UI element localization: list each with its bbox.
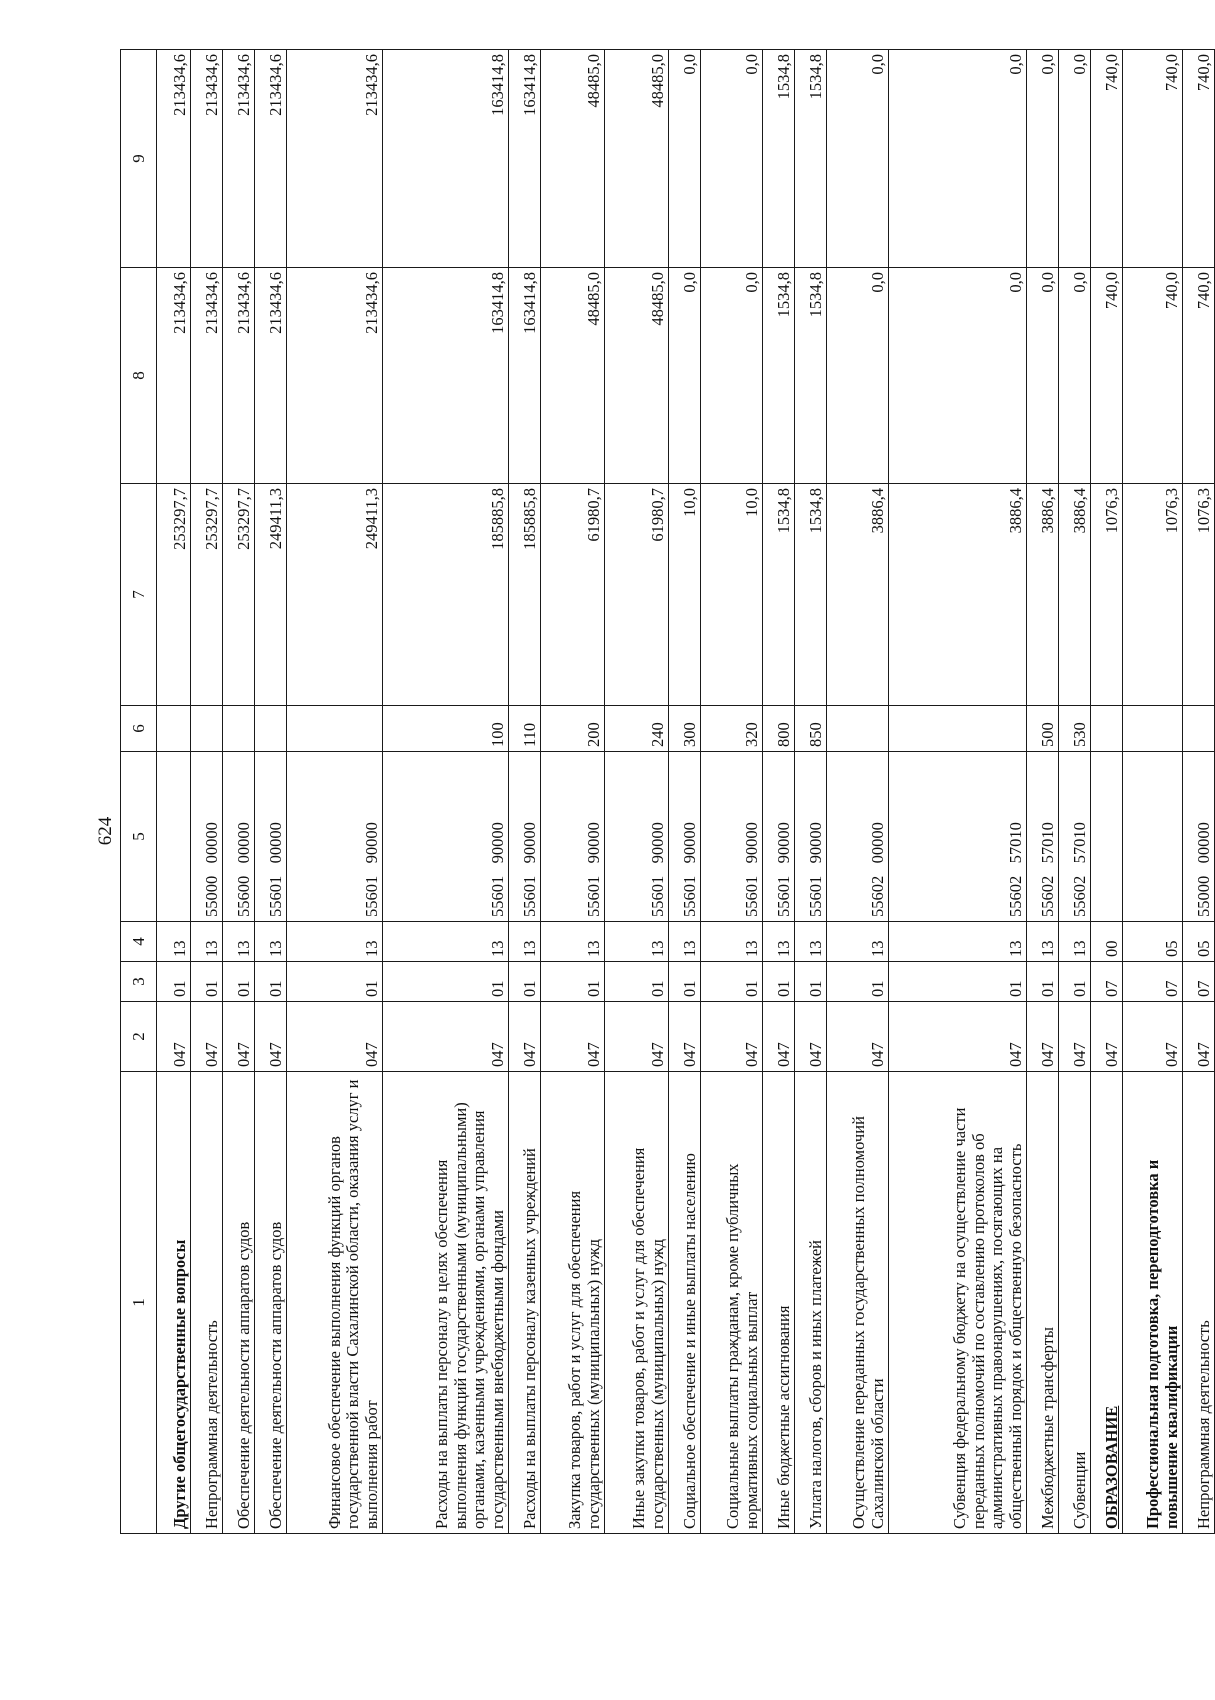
cell-name: Обеспечение деятельности аппаратов судов: [255, 1072, 287, 1534]
cell-c7: 1076,3: [1091, 484, 1123, 706]
cell-c8: 213434,6: [287, 268, 383, 484]
cell-c3: 01: [509, 962, 541, 1002]
cell-c6: 800: [763, 706, 795, 752]
table-row: [191, 50, 223, 1534]
table-header-row: [121, 50, 157, 1534]
cell-c2: 047: [1123, 1002, 1183, 1072]
cell-name: Субвенция федеральному бюджету на осуществление части переданных полномочий по составлению протоколов об административных правонарушениях, посягающих на общественный порядок и общественную безопасность: [889, 1072, 1027, 1534]
cell-c4: 13: [763, 922, 795, 962]
cell-name: Межбюджетные трансферты: [1027, 1072, 1059, 1534]
table-row: [701, 50, 763, 1534]
cell-c5: 55602 00000: [827, 752, 889, 922]
cell-c7: 249411,3: [255, 484, 287, 706]
cell-c7: 185885,8: [383, 484, 509, 706]
cell-c8: 163414,8: [509, 268, 541, 484]
cell-name: Другие общегосударственные вопросы: [157, 1072, 191, 1534]
cell-name: Иные бюджетные ассигнования: [763, 1072, 795, 1534]
cell-c3: 07: [1183, 962, 1215, 1002]
cell-c7: 185885,8: [509, 484, 541, 706]
cell-c4: 13: [541, 922, 605, 962]
cell-c4: 05: [1123, 922, 1183, 962]
cell-c4: 13: [669, 922, 701, 962]
cell-c3: 01: [1027, 962, 1059, 1002]
cell-c5: 55601 90000: [509, 752, 541, 922]
cell-c2: 047: [1059, 1002, 1091, 1072]
cell-c5: 55602 57010: [889, 752, 1027, 922]
header-col-1: 1: [121, 1072, 157, 1534]
cell-c9: 163414,8: [509, 50, 541, 268]
cell-c5: 55600 00000: [223, 752, 255, 922]
cell-c9: 0,0: [669, 50, 701, 268]
cell-c6: [287, 706, 383, 752]
cell-c7: 61980,7: [541, 484, 605, 706]
cell-c8: 163414,8: [383, 268, 509, 484]
cell-c6: 300: [669, 706, 701, 752]
cell-c9: 740,0: [1123, 50, 1183, 268]
cell-c4: 13: [795, 922, 827, 962]
table-row: [541, 50, 605, 1534]
cell-c6: 110: [509, 706, 541, 752]
cell-c9: 1534,8: [763, 50, 795, 268]
cell-c8: 213434,6: [223, 268, 255, 484]
cell-c4: 13: [1027, 922, 1059, 962]
cell-c5: 55000 00000: [191, 752, 223, 922]
cell-c5: 55000 00000: [1183, 752, 1215, 922]
table-row: [889, 50, 1027, 1534]
cell-c5: [1123, 752, 1183, 922]
cell-c3: 01: [255, 962, 287, 1002]
cell-c6: 240: [605, 706, 669, 752]
cell-name: Финансовое обеспечение выполнения функций органов государственной власти Сахалинской области, оказания услуг и выполнения работ: [287, 1072, 383, 1534]
cell-c7: 1534,8: [763, 484, 795, 706]
cell-c6: [191, 706, 223, 752]
table-row: [509, 50, 541, 1534]
cell-c7: 253297,7: [191, 484, 223, 706]
cell-c8: 1534,8: [795, 268, 827, 484]
cell-c2: 047: [157, 1002, 191, 1072]
cell-name: Обеспечение деятельности аппаратов судов: [223, 1072, 255, 1534]
cell-c7: 3886,4: [889, 484, 1027, 706]
cell-c8: 740,0: [1183, 268, 1215, 484]
cell-c6: 850: [795, 706, 827, 752]
cell-name: Непрограммная деятельность: [191, 1072, 223, 1534]
header-col-8: 8: [121, 268, 157, 484]
header-col-4: 4: [121, 922, 157, 962]
cell-c7: 253297,7: [157, 484, 191, 706]
table-row: [605, 50, 669, 1534]
cell-name: Социальные выплаты гражданам, кроме публичных нормативных социальных выплат: [701, 1072, 763, 1534]
cell-c9: 740,0: [1091, 50, 1123, 268]
cell-c2: 047: [1027, 1002, 1059, 1072]
cell-c9: 0,0: [701, 50, 763, 268]
cell-name: Уплата налогов, сборов и иных платежей: [795, 1072, 827, 1534]
cell-c6: 100: [383, 706, 509, 752]
cell-c4: 05: [1183, 922, 1215, 962]
cell-name: Расходы на выплаты персоналу в целях обеспечения выполнения функций государственными (муниципальными) органами, казенными учреждениями, органами управления государственными внебюджетными фондами: [383, 1072, 509, 1534]
table-row: [157, 50, 191, 1534]
cell-c6: [223, 706, 255, 752]
cell-c2: 047: [1183, 1002, 1215, 1072]
cell-c6: 530: [1059, 706, 1091, 752]
table-row: [255, 50, 287, 1534]
cell-c9: 213434,6: [223, 50, 255, 268]
cell-c9: 1534,8: [795, 50, 827, 268]
cell-c9: 0,0: [827, 50, 889, 268]
table-row: [287, 50, 383, 1534]
cell-c6: [889, 706, 1027, 752]
cell-c4: 13: [287, 922, 383, 962]
cell-c7: 61980,7: [605, 484, 669, 706]
cell-c5: 55601 90000: [287, 752, 383, 922]
cell-c3: 01: [541, 962, 605, 1002]
cell-c3: 01: [223, 962, 255, 1002]
cell-c3: 07: [1091, 962, 1123, 1002]
cell-c2: 047: [605, 1002, 669, 1072]
cell-c5: 55601 90000: [383, 752, 509, 922]
cell-c6: [157, 706, 191, 752]
table-row: [827, 50, 889, 1534]
cell-c2: 047: [763, 1002, 795, 1072]
table-row: [1123, 50, 1183, 1534]
cell-c2: 047: [191, 1002, 223, 1072]
cell-c7: 3886,4: [827, 484, 889, 706]
cell-c3: 07: [1123, 962, 1183, 1002]
header-col-5: 5: [121, 752, 157, 922]
cell-c9: 48485,0: [541, 50, 605, 268]
cell-c8: 48485,0: [605, 268, 669, 484]
cell-c6: [255, 706, 287, 752]
cell-c2: 047: [223, 1002, 255, 1072]
cell-c5: 55602 57010: [1059, 752, 1091, 922]
cell-c5: 55601 90000: [795, 752, 827, 922]
header-col-2: 2: [121, 1002, 157, 1072]
cell-c6: [1123, 706, 1183, 752]
table-row: [1059, 50, 1091, 1534]
cell-c8: 0,0: [827, 268, 889, 484]
cell-c7: 3886,4: [1027, 484, 1059, 706]
cell-c8: 740,0: [1091, 268, 1123, 484]
cell-c7: 249411,3: [287, 484, 383, 706]
cell-c8: 213434,6: [255, 268, 287, 484]
cell-c9: 213434,6: [255, 50, 287, 268]
cell-c8: 0,0: [669, 268, 701, 484]
table-row: [1091, 50, 1123, 1534]
cell-c7: 10,0: [669, 484, 701, 706]
cell-c3: 01: [287, 962, 383, 1002]
cell-name: ОБРАЗОВАНИЕ: [1091, 1072, 1123, 1534]
cell-c6: [827, 706, 889, 752]
cell-c2: 047: [1091, 1002, 1123, 1072]
cell-c7: 1076,3: [1123, 484, 1183, 706]
cell-c2: 047: [255, 1002, 287, 1072]
table-row: [669, 50, 701, 1534]
table-row: [1027, 50, 1059, 1534]
cell-c3: 01: [763, 962, 795, 1002]
cell-c9: 0,0: [1059, 50, 1091, 268]
header-col-6: 6: [121, 706, 157, 752]
cell-name: Иные закупки товаров, работ и услуг для обеспечения государственных (муниципальных) нужд: [605, 1072, 669, 1534]
cell-c2: 047: [541, 1002, 605, 1072]
cell-c9: 213434,6: [287, 50, 383, 268]
cell-c2: 047: [669, 1002, 701, 1072]
cell-c8: 1534,8: [763, 268, 795, 484]
cell-c3: 01: [669, 962, 701, 1002]
cell-name: Субвенции: [1059, 1072, 1091, 1534]
table-body: [157, 50, 1215, 1534]
cell-c4: 13: [509, 922, 541, 962]
table-row: [1183, 50, 1215, 1534]
cell-c2: 047: [701, 1002, 763, 1072]
cell-c3: 01: [889, 962, 1027, 1002]
cell-c3: 01: [383, 962, 509, 1002]
cell-c9: 0,0: [1027, 50, 1059, 268]
cell-c6: [1183, 706, 1215, 752]
cell-c9: 213434,6: [191, 50, 223, 268]
cell-c8: 48485,0: [541, 268, 605, 484]
cell-c2: 047: [509, 1002, 541, 1072]
cell-name: Социальное обеспечение и иные выплаты населению: [669, 1072, 701, 1534]
table-row: [223, 50, 255, 1534]
cell-c4: 13: [889, 922, 1027, 962]
cell-c4: 13: [157, 922, 191, 962]
cell-c7: 1076,3: [1183, 484, 1215, 706]
cell-c6: 320: [701, 706, 763, 752]
cell-c4: 13: [1059, 922, 1091, 962]
cell-c3: 01: [605, 962, 669, 1002]
cell-c8: 0,0: [1027, 268, 1059, 484]
cell-c5: [1091, 752, 1123, 922]
cell-c4: 00: [1091, 922, 1123, 962]
cell-c6: 500: [1027, 706, 1059, 752]
cell-c8: 213434,6: [157, 268, 191, 484]
budget-table: [120, 49, 1215, 1534]
cell-c6: 200: [541, 706, 605, 752]
cell-name: Профессиональная подготовка, переподготовка и повышение квалификации: [1123, 1072, 1183, 1534]
cell-c7: 253297,7: [223, 484, 255, 706]
cell-c5: 55601 90000: [763, 752, 795, 922]
cell-c5: 55601 90000: [701, 752, 763, 922]
cell-c4: 13: [605, 922, 669, 962]
cell-c2: 047: [889, 1002, 1027, 1072]
cell-c9: 213434,6: [157, 50, 191, 268]
budget-table-rotated: [120, 50, 1213, 1534]
cell-c8: 0,0: [1059, 268, 1091, 484]
cell-name: Осуществление переданных государственных полномочий Сахалинской области: [827, 1072, 889, 1534]
cell-c3: 01: [795, 962, 827, 1002]
cell-c9: 740,0: [1183, 50, 1215, 268]
cell-c2: 047: [383, 1002, 509, 1072]
page-number: 624: [95, 816, 116, 846]
header-col-9: 9: [121, 50, 157, 268]
cell-c8: 740,0: [1123, 268, 1183, 484]
cell-c8: 0,0: [701, 268, 763, 484]
cell-c9: 48485,0: [605, 50, 669, 268]
cell-name: Непрограммная деятельность: [1183, 1072, 1215, 1534]
cell-c7: 1534,8: [795, 484, 827, 706]
cell-c4: 13: [223, 922, 255, 962]
cell-c3: 01: [1059, 962, 1091, 1002]
header-col-3: 3: [121, 962, 157, 1002]
cell-c9: 0,0: [889, 50, 1027, 268]
cell-c9: 163414,8: [383, 50, 509, 268]
cell-c4: 13: [255, 922, 287, 962]
cell-c2: 047: [827, 1002, 889, 1072]
cell-c4: 13: [191, 922, 223, 962]
cell-c4: 13: [701, 922, 763, 962]
cell-c4: 13: [827, 922, 889, 962]
cell-name: Расходы на выплаты персоналу казенных учреждений: [509, 1072, 541, 1534]
cell-c3: 01: [191, 962, 223, 1002]
cell-c3: 01: [157, 962, 191, 1002]
header-col-7: 7: [121, 484, 157, 706]
cell-c5: [157, 752, 191, 922]
cell-name: Закупка товаров, работ и услуг для обеспечения государственных (муниципальных) нужд: [541, 1072, 605, 1534]
table-row: [383, 50, 509, 1534]
cell-c2: 047: [287, 1002, 383, 1072]
cell-c3: 01: [701, 962, 763, 1002]
cell-c5: 55601 90000: [605, 752, 669, 922]
cell-c2: 047: [795, 1002, 827, 1072]
table-row: [795, 50, 827, 1534]
cell-c3: 01: [827, 962, 889, 1002]
cell-c7: 3886,4: [1059, 484, 1091, 706]
cell-c4: 13: [383, 922, 509, 962]
cell-c6: [1091, 706, 1123, 752]
cell-c5: 55601 90000: [541, 752, 605, 922]
cell-c5: 55601 90000: [669, 752, 701, 922]
cell-c7: 10,0: [701, 484, 763, 706]
table-row: [763, 50, 795, 1534]
cell-c8: 213434,6: [191, 268, 223, 484]
cell-c5: 55601 00000: [255, 752, 287, 922]
cell-c8: 0,0: [889, 268, 1027, 484]
cell-c5: 55602 57010: [1027, 752, 1059, 922]
